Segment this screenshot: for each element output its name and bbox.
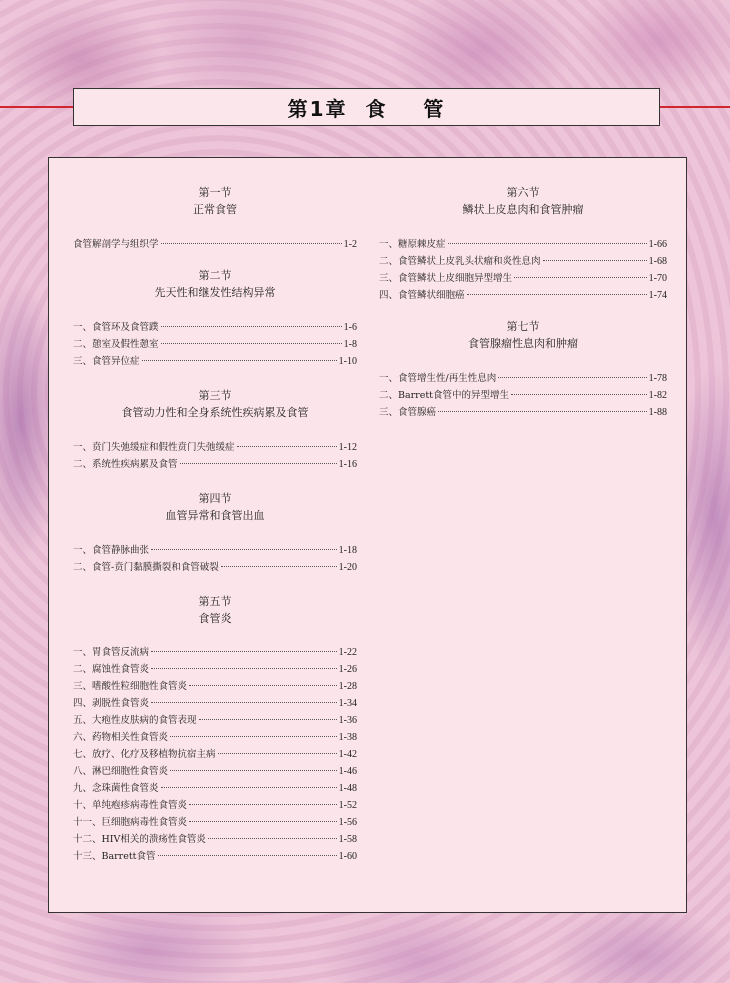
toc-entry-title: 二、憩室及假性憩室 — [73, 339, 159, 350]
toc-entry-page: 1-2 — [343, 239, 357, 250]
toc-entry-page: 1-82 — [648, 390, 667, 401]
toc-entry-title: 食管解剖学与组织学 — [73, 239, 159, 250]
toc-entry[interactable] — [379, 270, 667, 287]
toc-entry-title: 三、嗜酸性粒细胞性食管炎 — [73, 681, 188, 692]
dot-leader — [467, 294, 647, 295]
toc-entry[interactable] — [379, 370, 667, 387]
section-heading — [73, 389, 357, 421]
section-title: 鳞状上皮息肉和食管肿瘤 — [462, 203, 584, 216]
dot-leader — [170, 770, 337, 771]
toc-entry[interactable] — [73, 712, 357, 729]
section-title: 正常食管 — [193, 203, 237, 216]
section-heading — [73, 492, 357, 524]
dot-leader — [151, 549, 337, 550]
toc-entry[interactable] — [73, 456, 357, 473]
toc-entry-title: 五、大疱性皮肤病的食管表现 — [73, 715, 197, 726]
toc-entry[interactable] — [73, 814, 357, 831]
section-title: 食管炎 — [198, 612, 232, 625]
toc-entry-page: 1-70 — [648, 273, 667, 284]
toc-entry-page: 1-48 — [338, 783, 357, 794]
section-entries — [73, 439, 357, 473]
toc-entry-title: 一、食管静脉曲张 — [73, 545, 150, 556]
toc-entry-page: 1-34 — [338, 698, 357, 709]
section-entries — [73, 542, 357, 576]
chapter-title: 第1章 食 管 — [287, 96, 446, 121]
toc-entry-page: 1-38 — [338, 732, 357, 743]
red-rule-left — [0, 106, 73, 108]
toc-entry-page: 1-68 — [648, 256, 667, 267]
toc-entry-title: 二、食管-贲门黏膜撕裂和食管破裂 — [73, 562, 219, 573]
dot-leader — [438, 411, 647, 412]
toc-entry[interactable] — [73, 236, 357, 253]
section-title: 食管动力性和全身系统性疾病累及食管 — [121, 406, 309, 419]
toc-entry[interactable] — [379, 387, 667, 404]
toc-entry-page: 1-74 — [648, 290, 667, 301]
section-entries — [379, 370, 667, 421]
toc-entry[interactable] — [73, 831, 357, 848]
dot-leader — [161, 787, 337, 788]
toc-entry-page: 1-26 — [338, 664, 357, 675]
toc-entry[interactable] — [73, 695, 357, 712]
section-heading — [73, 186, 357, 218]
section-title: 食管腺瘤性息肉和肿瘤 — [468, 337, 578, 350]
toc-entry[interactable] — [73, 336, 357, 353]
section-number: 第三节 — [198, 389, 232, 402]
toc-entry-page: 1-18 — [338, 545, 357, 556]
red-rule-right — [660, 106, 730, 108]
toc-entry[interactable] — [379, 404, 667, 421]
section-number: 第四节 — [198, 492, 232, 505]
toc-entry-title: 一、贲门失弛缓症和假性贲门失弛缓症 — [73, 442, 235, 453]
toc-entry-title: 一、食管增生性/再生性息肉 — [379, 373, 497, 384]
toc-entry-title: 一、食管环及食管蹼 — [73, 322, 159, 333]
dot-leader — [511, 394, 647, 395]
toc-entry-page: 1-12 — [338, 442, 357, 453]
toc-entry-page: 1-20 — [338, 562, 357, 573]
toc-entry[interactable] — [73, 780, 357, 797]
dot-leader — [170, 736, 337, 737]
dot-leader — [161, 243, 342, 244]
toc-entry[interactable] — [73, 353, 357, 370]
dot-leader — [151, 651, 337, 652]
toc-entry[interactable] — [73, 439, 357, 456]
section-entries — [73, 644, 357, 865]
dot-leader — [189, 821, 337, 822]
dot-leader — [151, 668, 337, 669]
toc-entry[interactable] — [379, 253, 667, 270]
toc-entry-page: 1-36 — [338, 715, 357, 726]
toc-entry-title: 四、剥脱性食管炎 — [73, 698, 150, 709]
toc-entry-title: 一、胃食管反流病 — [73, 647, 150, 658]
toc-entry-page: 1-6 — [343, 322, 357, 333]
toc-entry-page: 1-58 — [338, 834, 357, 845]
dot-leader — [161, 326, 342, 327]
section-entries — [73, 319, 357, 370]
toc-entry[interactable] — [379, 287, 667, 304]
toc-entry[interactable] — [73, 746, 357, 763]
section-entries — [379, 236, 667, 304]
dot-leader — [142, 360, 337, 361]
toc-entry-page: 1-88 — [648, 407, 667, 418]
toc-entry-title: 八、淋巴细胞性食管炎 — [73, 766, 169, 777]
section-heading — [73, 269, 357, 301]
section-number: 第一节 — [198, 186, 232, 199]
toc-entry-page: 1-22 — [338, 647, 357, 658]
section-number: 第七节 — [506, 320, 540, 333]
section-heading — [379, 186, 667, 218]
toc-entry-title: 十、单纯疱疹病毒性食管炎 — [73, 800, 188, 811]
dot-leader — [189, 804, 337, 805]
section-number: 第六节 — [506, 186, 540, 199]
dot-leader — [180, 463, 337, 464]
dot-leader — [161, 343, 342, 344]
dot-leader — [543, 260, 647, 261]
toc-entry[interactable] — [379, 236, 667, 253]
toc-entry[interactable] — [73, 661, 357, 678]
section-title: 先天性和继发性结构异常 — [154, 286, 276, 299]
toc-entry[interactable] — [73, 848, 357, 865]
toc-entry-title: 三、食管异位症 — [73, 356, 140, 367]
dot-leader — [199, 719, 337, 720]
toc-entry-title: 二、系统性疾病累及食管 — [73, 459, 178, 470]
toc-entry[interactable] — [73, 542, 357, 559]
section-heading — [73, 595, 357, 627]
toc-entry-title: 四、食管鳞状细胞癌 — [379, 290, 465, 301]
dot-leader — [218, 753, 337, 754]
toc-entry-title: 三、食管腺癌 — [379, 407, 437, 418]
toc-entry-title: 十一、巨细胞病毒性食管炎 — [73, 817, 188, 828]
toc-entry-title: 二、食管鳞状上皮乳头状瘤和炎性息肉 — [379, 256, 541, 267]
toc-entry-title: 三、食管鳞状上皮细胞异型增生 — [379, 273, 513, 284]
section-heading — [379, 320, 667, 352]
dot-leader — [498, 377, 646, 378]
toc-entry-title: 二、腐蚀性食管炎 — [73, 664, 150, 675]
toc-entry[interactable] — [73, 678, 357, 695]
toc-entry[interactable] — [73, 763, 357, 780]
section-title: 血管异常和食管出血 — [165, 509, 265, 522]
toc-entry[interactable] — [73, 644, 357, 661]
toc-entry-page: 1-46 — [338, 766, 357, 777]
toc-entry-page: 1-16 — [338, 459, 357, 470]
toc-entry-page: 1-52 — [338, 800, 357, 811]
toc-entry-page: 1-10 — [338, 356, 357, 367]
dot-leader — [237, 446, 337, 447]
section-entries — [73, 236, 357, 253]
section-number: 第二节 — [198, 269, 232, 282]
section-number: 第五节 — [198, 595, 232, 608]
dot-leader — [221, 566, 337, 567]
toc-entry-title: 二、Barrett食管中的异型增生 — [379, 390, 509, 401]
toc-entry-page: 1-8 — [343, 339, 357, 350]
toc-entry-title: 十二、HIV相关的溃疡性食管炎 — [73, 834, 206, 845]
chapter-title-box — [73, 88, 660, 126]
toc-entry-title: 十三、Barrett食管 — [73, 851, 156, 862]
toc-entry-title: 六、药物相关性食管炎 — [73, 732, 169, 743]
dot-leader — [158, 855, 337, 856]
dot-leader — [208, 838, 337, 839]
toc-entry[interactable] — [73, 559, 357, 576]
toc-entry-page: 1-28 — [338, 681, 357, 692]
dot-leader — [514, 277, 647, 278]
toc-entry[interactable] — [73, 797, 357, 814]
toc-entry-page: 1-56 — [338, 817, 357, 828]
table-of-contents — [48, 157, 687, 913]
dot-leader — [189, 685, 337, 686]
toc-entry[interactable] — [73, 319, 357, 336]
dot-leader — [448, 243, 647, 244]
dot-leader — [151, 702, 337, 703]
toc-entry-title: 一、糖原棘皮症 — [379, 239, 446, 250]
toc-entry-page: 1-42 — [338, 749, 357, 760]
toc-entry-page: 1-66 — [648, 239, 667, 250]
toc-entry-page: 1-60 — [338, 851, 357, 862]
toc-entry-title: 九、念珠菌性食管炎 — [73, 783, 159, 794]
toc-entry[interactable] — [73, 729, 357, 746]
toc-entry-title: 七、放疗、化疗及移植物抗宿主病 — [73, 749, 216, 760]
toc-entry-page: 1-78 — [648, 373, 667, 384]
